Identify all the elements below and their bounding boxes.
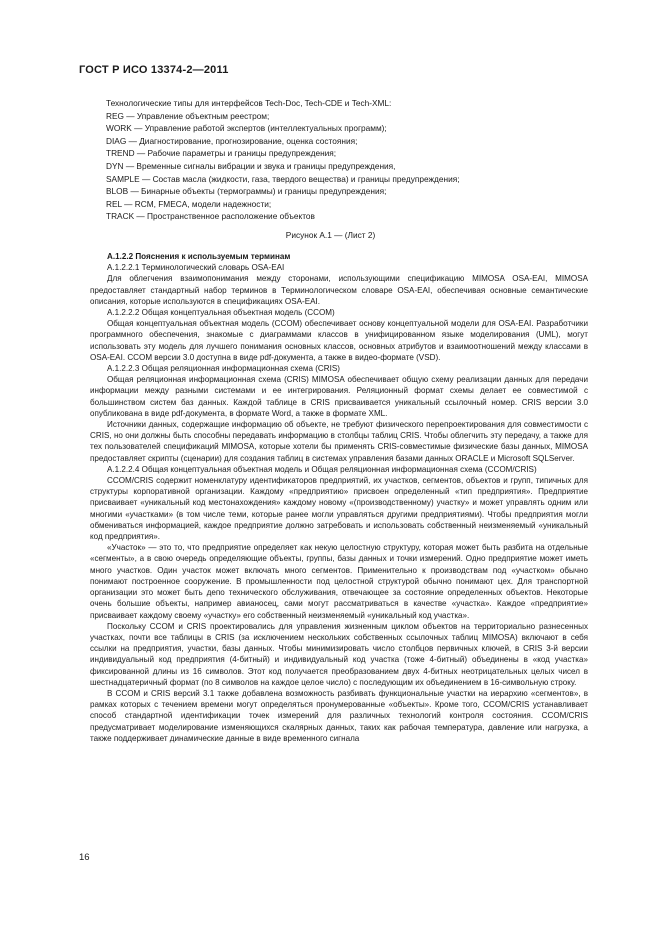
paragraph: В CCOM и CRIS версий 3.1 также добавлена возможность разбивать функциональные участки на иерархию «сегментов», в рамках которых с течением времени могут определяться пронумерованные «объекты». Кроме того, CCOM/CRIS устанавливает способ стандартной идентификации точек измерений для различных технологий контроля состояния. CCOM/CRIS предусматривает моделирование изменяющихся скалярных данных, таких как рабочая температура, давление или нагрузка, а также поддерживает динамические данные в виде временного сигнала: [90, 688, 588, 743]
subsection-heading: А.1.2.2.4 Общая концептуальная объектная модель и Общая реляционная информационная схема (CCOM/CRIS): [107, 464, 537, 474]
interface-types-list: [106, 97, 586, 223]
subsection-heading: А.1.2.2.3 Общая реляционная информационная схема (CRIS): [107, 364, 340, 374]
subsection-heading: А.1.2.2.2 Общая концептуальная объектная модель (CCOM): [107, 308, 335, 318]
types-intro: Технологические типы для интерфейсов Tech-Doc, Tech-CDE и Tech-XML:: [106, 98, 392, 108]
paragraph: CCOM/CRIS содержит номенклатуру идентификаторов предприятий, их участков, сегментов, объектов и групп, типичных для структуры корпоративной организации. Каждому «предприятию» присвоен определенный «тип предприятия». Предприятие присваивает «уникальный код местонахождения» каждому новому «(производственному) участку» и может управлять одним или многими «участками» (в том числе теми, которые ранее могли управляться другими предприятиями). Чтобы предприятия могли обмениваться информацией, каждое предприятие должно затребовать и использовать собственный неизменяемый «уникальный код предприятия».: [90, 476, 588, 542]
type-item: BLOB — Бинарные объекты (термограммы) и границы предупреждения;: [106, 186, 387, 197]
type-item: REG — Управление объектным реестром;: [106, 110, 270, 121]
type-item: SAMPLE — Состав масла (жидкости, газа, твердого вещества) и границы предупреждения;: [106, 173, 460, 184]
type-item: TREND — Рабочие параметры и границы предупреждения;: [106, 148, 337, 159]
paragraph: Источники данных, содержащие информацию об объекте, не требуют физического перепроектирования для совместимости с CRIS, но они должны быть способны передавать информацию в столбцы таблиц CRIS. Чтобы облегчить эту передачу, а также для тех пользователей спецификаций MIMOSA, которые хотели бы применять CRIS-совместимые физические базы данных, MIMOSA предоставляет скрипты (сценарии) для создания таблиц в системах управления базами данных ORACLE и Microsoft SQLServer.: [90, 420, 588, 463]
type-item: WORK — Управление работой экспертов (интеллектуальных программ);: [106, 123, 387, 134]
standard-header: ГОСТ Р ИСО 13374-2—2011: [79, 64, 229, 76]
type-item: TRACK — Пространственное расположение объектов: [106, 211, 315, 222]
type-item: REL — RCM, FMECA, модели надежности;: [106, 198, 272, 209]
figure-caption: Рисунок А.1 — (Лист 2): [285, 230, 376, 240]
paragraph: Поскольку CCOM и CRIS проектировались для управления жизненным циклом объектов на территориально разнесенных участках, почти все таблицы в CRIS (за исключением нескольких собственных ссылочных таблиц MIMOSA) включают в себя ссылки на предприятия, участки, базы данных. Чтобы минимизировать число столбцов первичных ключей, в CRIS 3-й версии индивидуальный код предприятия (4-битный) и индивидуальный код участка (тоже 4-битный) объединены в «код участка» фиксированной длины из 16 символов. Этот код получается преобразованием двух 4-битных неотрицательных целых чисел в шестнадцатеричный формат (по 8 символов на каждое целое число) с последующим их объединением в 16-символьную строку.: [90, 621, 588, 687]
section-heading: А.1.2.2 Пояснения к используемым терминам: [107, 252, 291, 261]
paragraph: Для облегчения взаимопонимания между сторонами, использующими спецификацию MIMOSA OSA-EAI, MIMOSA предоставляет стандартный набор терминов в Терминологическом словаре OSA-EAI, обеспечивая основные семантические описания, которые используются в спецификациях OSA-EAI.: [90, 274, 588, 306]
subsection-heading: А.1.2.2.1 Терминологический словарь OSA-EAI: [107, 263, 285, 273]
body-text: [90, 251, 588, 744]
paragraph: Общая реляционная информационная схема (CRIS) MIMOSA обеспечивает общую схему реализации данных для передачи информации между разными системами и ее интегрирования. Реляционный формат схемы делает ее совместимой с большинством систем баз данных. Каждой таблице в CRIS присваивается уникальный ссылочный номер. CRIS версии 3.0 опубликована в виде pdf-документа, в формате Word, а также в формате XML.: [90, 375, 588, 418]
type-item: DIAG — Диагностирование, прогнозирование, оценка состояния;: [106, 135, 358, 146]
page-number: 16: [79, 852, 90, 863]
type-item: DYN — Временные сигналы вибрации и звука и границы предупреждения,: [106, 160, 396, 171]
paragraph: «Участок» — это то, что предприятие определяет как некую целостную структуру, которая может быть разбита на отдельные «сегменты», а в свою очередь определяющие объекты, группы, базы данных и точки измерений. Одно предприятие может иметь много участков. Один участок может включать много сегментов. Применительно к производствам под «участком» обычно понимают построенное сооружение. В промышленности под целостной структурой обычно понимают цех. Для транспортной организации это может быть депо технического обслуживания, отвечающее за состояние определенных объектов. Некоторые очень большие объекты, например авианосец, сами могут рассматриваться в качестве «участка». Каждое «предприятие» присваивает каждому своему «участку» его собственный неизменяемый «уникальный код участка».: [90, 543, 588, 620]
paragraph: Общая концептуальная объектная модель (CCOM) обеспечивает основу концептуальной модели для OSA-EAI. Разработчики программного обеспечения, знакомые с диаграммами классов в унифицированном языке моделирования (UML), могут использовать эту модель для лучшего понимания основных классов, основных атрибутов и взаимоотношений между классами в OSA-EAI. CCOM версии 3.0 доступна в виде pdf-документа, а также в видео-формате (VSD).: [90, 319, 588, 362]
